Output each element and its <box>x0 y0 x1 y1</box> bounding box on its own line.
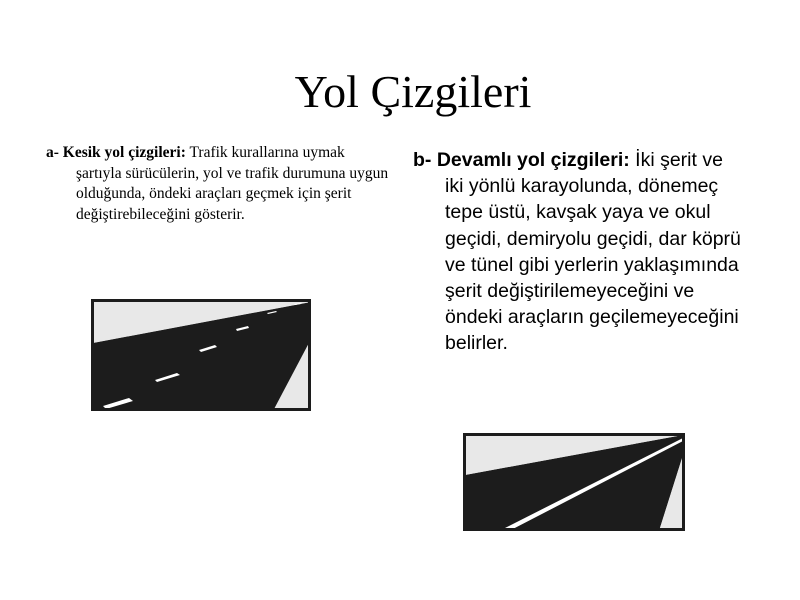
solid-lines-paragraph <box>413 147 743 357</box>
dashed-lines-description: Trafik kurallarına uymak şartıyla sürücülerin, yol ve trafik durumuna uygun olduğunda, öndeki araçları geçmek için şerit değiştirebileceğini gösterir. <box>76 144 389 223</box>
dashed-lines-paragraph <box>46 143 391 225</box>
solid-lines-label: b- Devamlı yol çizgileri: <box>413 149 630 171</box>
dashed-road-illustration <box>91 299 311 411</box>
solid-lines-section <box>413 147 743 357</box>
slide-title: Yol Çizgileri <box>294 66 532 117</box>
solid-lines-description: İki şerit ve iki yönlü karayolunda, dönemeç tepe üstü, kavşak yaya ve okul geçidi, demiryolu geçidi, dar köprü ve tünel gibi yerlerin yaklaşımında şerit değiştirilemeyeceğini ve öndeki araçların geçilemeyeceğini belirler. <box>445 149 741 355</box>
solid-road-illustration <box>463 433 685 531</box>
dashed-lines-section <box>46 143 391 225</box>
dashed-lines-label: a- Kesik yol çizgileri: <box>46 144 186 161</box>
